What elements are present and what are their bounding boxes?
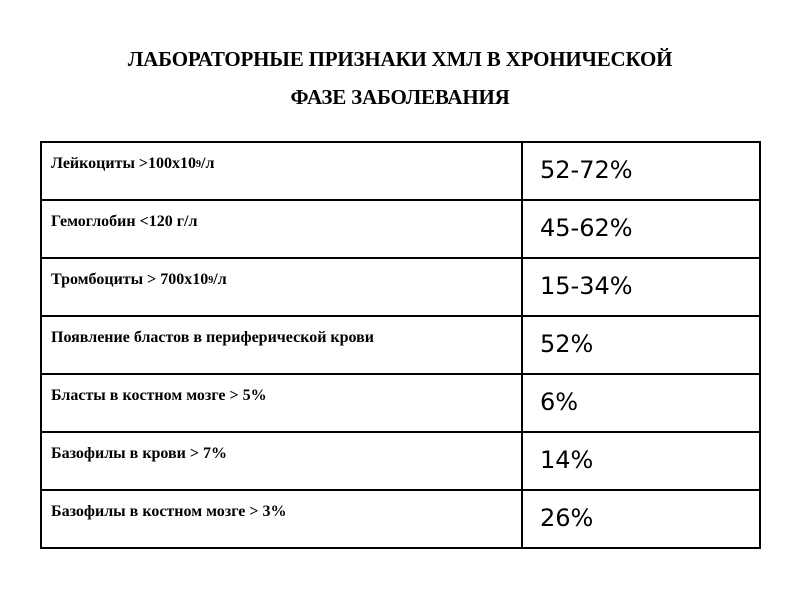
title-line-1: ЛАБОРАТОРНЫЕ ПРИЗНАКИ ХМЛ В ХРОНИЧЕСКОЙ [127, 47, 673, 71]
exponent: 9 [196, 159, 202, 170]
lab-signs-table [40, 141, 761, 549]
table-row [41, 432, 760, 490]
row-value: 14% [522, 432, 760, 490]
row-label-marrow-basophils: Базофилы в костном мозге > 3% [41, 490, 522, 548]
table-row [41, 374, 760, 432]
row-label-marrow-blasts: Бласты в костном мозге > 5% [41, 374, 522, 432]
page-title [0, 40, 800, 116]
row-label-platelets: Тромбоциты > $700x10^9/л$ [41, 258, 522, 316]
table-row [41, 142, 760, 200]
row-label-hemoglobin: Гемоглобин <120 г/л [41, 200, 522, 258]
row-value: 6% [522, 374, 760, 432]
row-value: 52% [522, 316, 760, 374]
table-row [41, 200, 760, 258]
row-value: 15-34% [522, 258, 760, 316]
row-label-blood-basophils: Базофилы в крови > 7% [41, 432, 522, 490]
table-row [41, 490, 760, 548]
row-value: 52-72% [522, 142, 760, 200]
row-label-leukocytes: Лейкоциты $>100x10^9/л$ [41, 142, 522, 200]
table-row [41, 258, 760, 316]
row-label-peripheral-blasts: Появление бластов в периферической крови [41, 316, 522, 374]
exponent: 9 [208, 275, 214, 286]
row-value: 45-62% [522, 200, 760, 258]
table-row [41, 316, 760, 374]
row-value: 26% [522, 490, 760, 548]
title-line-2: ФАЗЕ ЗАБОЛЕВАНИЯ [290, 85, 510, 109]
